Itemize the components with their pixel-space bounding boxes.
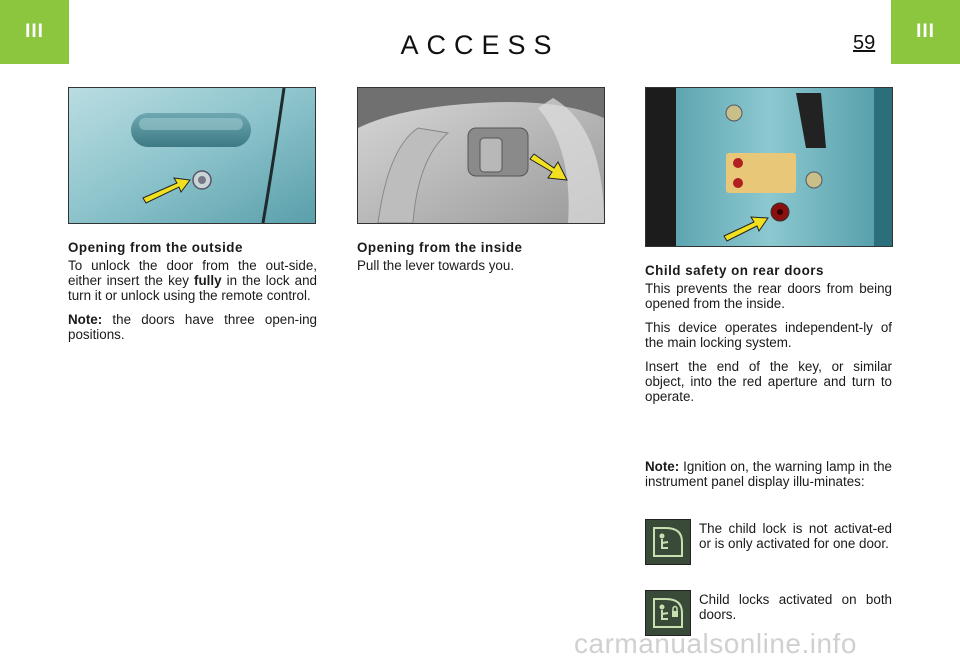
child-lock-photo [645, 87, 893, 247]
watermark: carmanualsonline.info [574, 628, 857, 659]
page-number: 59 [853, 32, 876, 54]
section-opening-inside [357, 240, 606, 282]
door-handle-photo [68, 87, 316, 224]
note-outside: Note: the doors have three open-ing positions. [68, 312, 317, 342]
section-tab-right: III [891, 0, 960, 64]
paragraph-child-3: Insert the end of the key, or similar object, into the red aperture and turn to operate. [645, 359, 892, 404]
heading-opening-outside: Opening from the outside [68, 240, 243, 255]
paragraph-outside: To unlock the door from the out-side, either insert the key fully in the lock and turn it or unlock using the remote control. [68, 258, 317, 303]
indicator-text-inactive: The child lock is not activat-ed or is only activated for one door. [699, 521, 892, 551]
heading-opening-inside: Opening from the inside [357, 240, 523, 255]
note-warning-lamp: Note: Ignition on, the warning lamp in the instrument panel display illu-minates: [645, 459, 892, 489]
paragraph-inside: Pull the lever towards you. [357, 258, 515, 273]
page-title: ACCESS [400, 30, 560, 60]
section-tab-left: III [0, 0, 69, 64]
child-lock-warning-icon [645, 519, 691, 565]
section-opening-outside [68, 240, 317, 351]
heading-child-safety: Child safety on rear doors [645, 263, 824, 278]
section-child-safety [645, 263, 892, 413]
inside-lever-photo [357, 87, 605, 224]
paragraph-child-2: This device operates independent-ly of the main locking system. [645, 320, 892, 350]
indicator-text-active: Child locks activated on both doors. [699, 592, 892, 622]
paragraph-child-1: This prevents the rear doors from being opened from the inside. [645, 281, 892, 311]
